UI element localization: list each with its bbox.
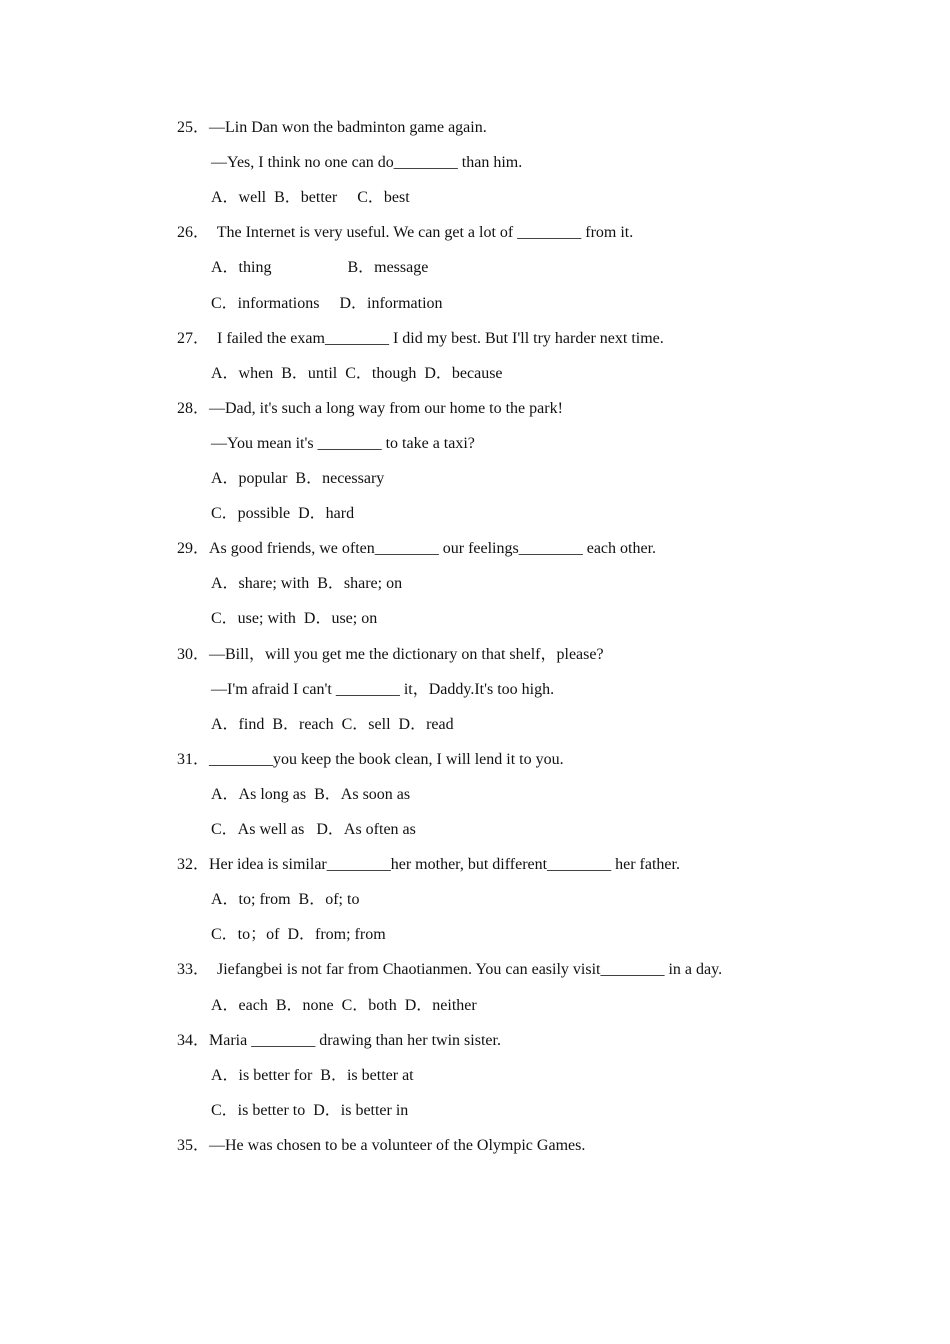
question-line: 25．—Lin Dan won the badminton game again. bbox=[177, 119, 487, 136]
option-line: A．share; with B．share; on bbox=[211, 575, 403, 592]
option-line: A．As long as B．As soon as bbox=[211, 786, 411, 803]
option-line: —Yes, I think no one can do________ than him. bbox=[211, 154, 523, 171]
option-line: C．is better to D．is better in bbox=[211, 1102, 409, 1119]
question-line: 27． I failed the exam________ I did my best. But I'll try harder next time. bbox=[177, 330, 664, 347]
option-line: —I'm afraid I can't ________ it，Daddy.It's too high. bbox=[211, 681, 555, 698]
question-line: 35．—He was chosen to be a volunteer of the Olympic Games. bbox=[177, 1137, 586, 1154]
question-line: 32．Her idea is similar________her mother, but different________ her father. bbox=[177, 856, 680, 873]
option-line: A．to; from B．of; to bbox=[211, 891, 360, 908]
option-line: A．popular B．necessary bbox=[211, 470, 385, 487]
option-line: A．find B．reach C．sell D．read bbox=[211, 716, 454, 733]
option-line: A．is better for B．is better at bbox=[211, 1067, 414, 1084]
option-line: C．to；of D．from; from bbox=[211, 926, 386, 943]
option-line: A．thing B．message bbox=[211, 259, 429, 276]
question-line: 28．—Dad, it's such a long way from our home to the park! bbox=[177, 400, 563, 417]
question-line: 30．—Bill，will you get me the dictionary on that shelf，please? bbox=[177, 646, 604, 663]
option-line: C．informations D．information bbox=[211, 295, 443, 312]
option-line: C．use; with D．use; on bbox=[211, 610, 378, 627]
question-line: 33． Jiefangbei is not far from Chaotianmen. You can easily visit________ in a day. bbox=[177, 961, 723, 978]
option-line: A．each B．none C．both D．neither bbox=[211, 997, 477, 1014]
question-line: 31．________you keep the book clean, I will lend it to you. bbox=[177, 751, 564, 768]
question-line: 26． The Internet is very useful. We can get a lot of ________ from it. bbox=[177, 224, 634, 241]
question-line: 29．As good friends, we often________ our feelings________ each other. bbox=[177, 540, 657, 557]
option-line: —You mean it's ________ to take a taxi? bbox=[211, 435, 475, 452]
option-line: C．possible D．hard bbox=[211, 505, 355, 522]
option-line: A．when B．until C．though D．because bbox=[211, 365, 503, 382]
option-line: C．As well as D．As often as bbox=[211, 821, 416, 838]
question-line: 34．Maria ________ drawing than her twin sister. bbox=[177, 1032, 501, 1049]
option-line: A．well B．better C．best bbox=[211, 189, 410, 206]
